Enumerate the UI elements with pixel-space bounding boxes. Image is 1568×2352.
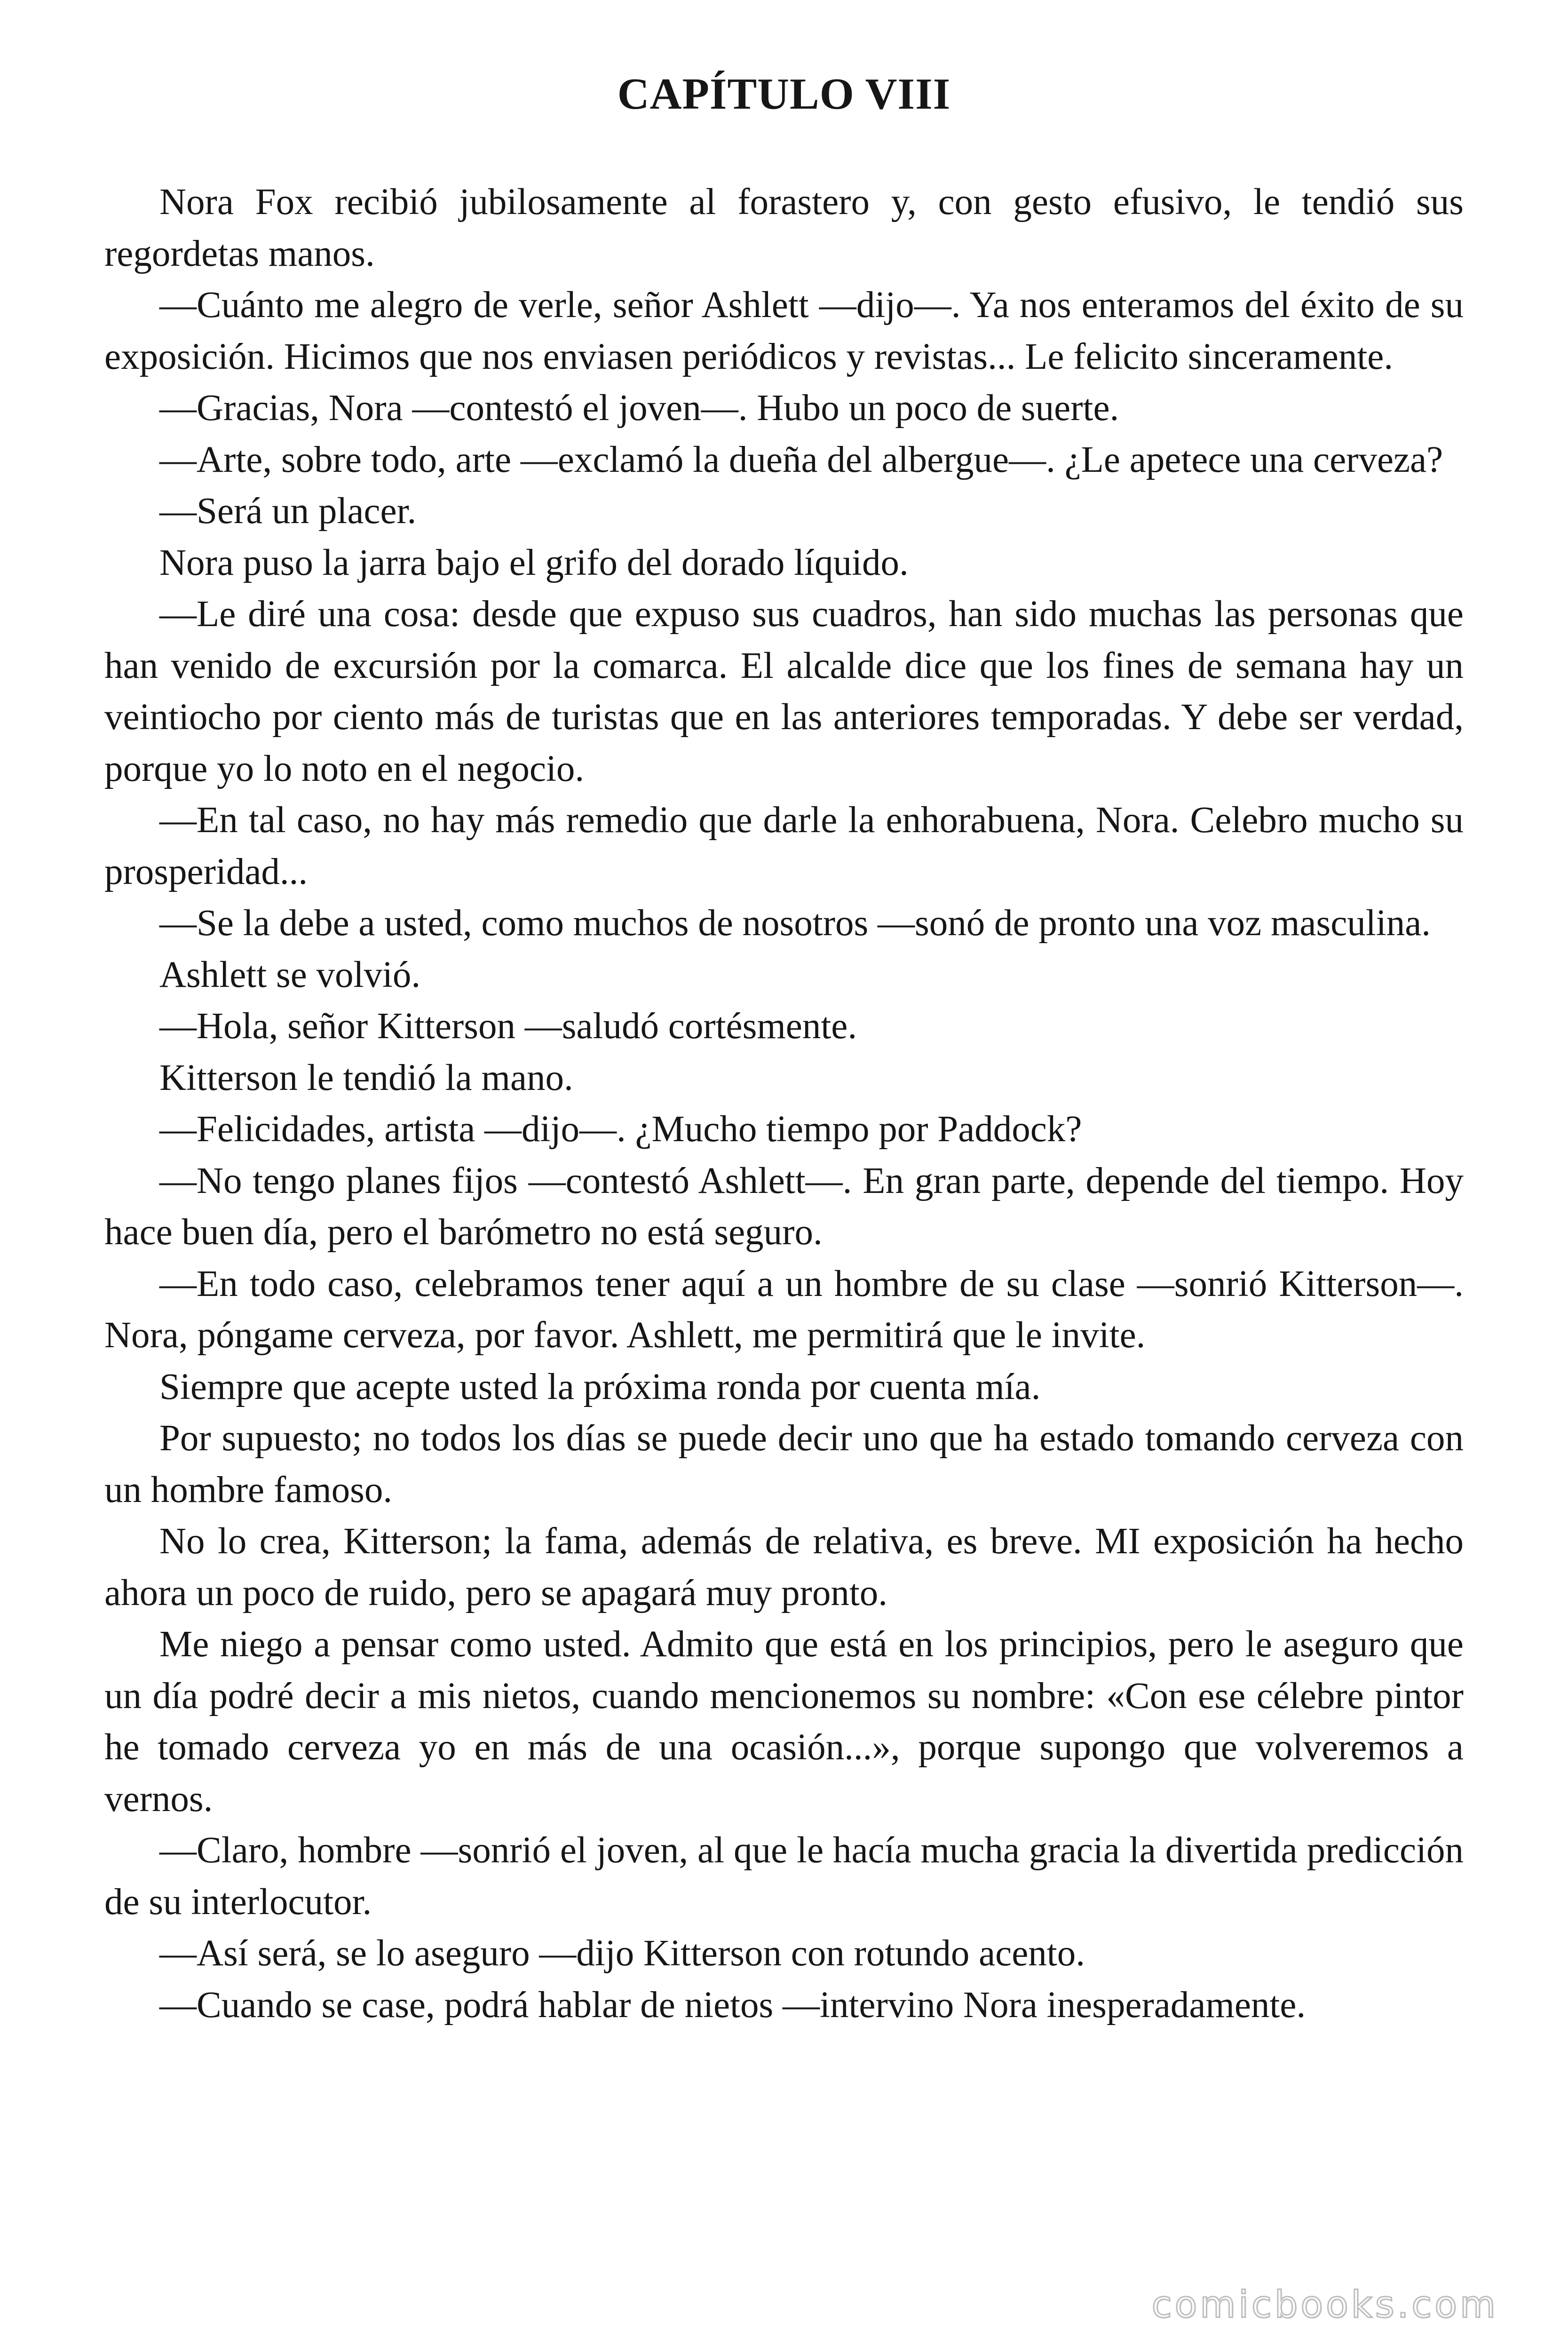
paragraph: —Felicidades, artista —dijo—. ¿Mucho tiempo por Paddock? (159, 1109, 1082, 1150)
paragraph: No lo crea, Kitterson; la fama, además de relativa, es breve. MI exposición ha hecho ahora un poco de ruido, pero se apagará muy pronto. (104, 1521, 1464, 1613)
paragraph: Nora puso la jarra bajo el grifo del dorado líquido. (159, 542, 909, 583)
paragraph: —Cuando se case, podrá hablar de nietos —intervino Nora inesperadamente. (159, 1984, 1306, 2026)
paragraph: Por supuesto; no todos los días se puede decir uno que ha estado tomando cerveza con un hombre famoso. (104, 1418, 1464, 1510)
paragraph: —Será un placer. (159, 491, 417, 532)
paragraph: —En todo caso, celebramos tener aquí a un hombre de su clase —sonrió Kitterson—. Nora, póngame cerveza, por favor. Ashlett, me permitirá que le invite. (104, 1263, 1464, 1356)
paragraph: Nora Fox recibió jubilosamente al forastero y, con gesto efusivo, le tendió sus regordetas manos. (104, 182, 1464, 274)
paragraph: —No tengo planes fijos —contestó Ashlett—. En gran parte, depende del tiempo. Hoy hace buen día, pero el barómetro no está seguro. (104, 1160, 1464, 1253)
paragraph: —Claro, hombre —sonrió el joven, al que le hacía mucha gracia la divertida predicción de su interlocutor. (104, 1830, 1464, 1923)
paragraph: —Arte, sobre todo, arte —exclamó la dueña del albergue—. ¿Le apetece una cerveza? (159, 439, 1443, 480)
paragraph: —Cuánto me alegro de verle, señor Ashlett —dijo—. Ya nos enteramos del éxito de su exposición. Hicimos que nos enviasen periódicos y revistas... Le felicito sinceramente. (104, 285, 1464, 377)
paragraph: —Se la debe a usted, como muchos de nosotros —sonó de pronto una voz masculina. (159, 903, 1431, 944)
paragraph: —En tal caso, no hay más remedio que darle la enhorabuena, Nora. Celebro mucho su prosperidad... (104, 800, 1464, 892)
paragraph: Siempre que acepte usted la próxima ronda por cuenta mía. (159, 1366, 1041, 1407)
paragraph: Me niego a pensar como usted. Admito que está en los principios, pero le aseguro que un día podré decir a mis nietos, cuando mencionemos su nombre: «Con ese célebre pintor he tomado cerveza yo en más de una ocasión...», porque supongo que volveremos a vernos. (104, 1624, 1464, 1820)
paragraph: Ashlett se volvió. (159, 954, 421, 995)
paragraph: —Hola, señor Kitterson —saludó cortésmente. (159, 1006, 857, 1047)
chapter-body (104, 176, 1464, 2031)
paragraph: —Gracias, Nora —contestó el joven—. Hubo un poco de suerte. (159, 388, 1119, 429)
paragraph: —Así será, se lo aseguro —dijo Kitterson con rotundo acento. (159, 1933, 1085, 1974)
watermark: comicbooks.com (1151, 2284, 1498, 2326)
chapter-title: CAPÍTULO VIII (617, 70, 951, 119)
paragraph: —Le diré una cosa: desde que expuso sus cuadros, han sido muchas las personas que han venido de excursión por la comarca. El alcalde dice que los fines de semana hay un veintiocho por ciento más de turistas que en las anteriores temporadas. Y debe ser verdad, porque yo lo noto en el negocio. (104, 594, 1464, 789)
paragraph: Kitterson le tendió la mano. (159, 1057, 573, 1098)
